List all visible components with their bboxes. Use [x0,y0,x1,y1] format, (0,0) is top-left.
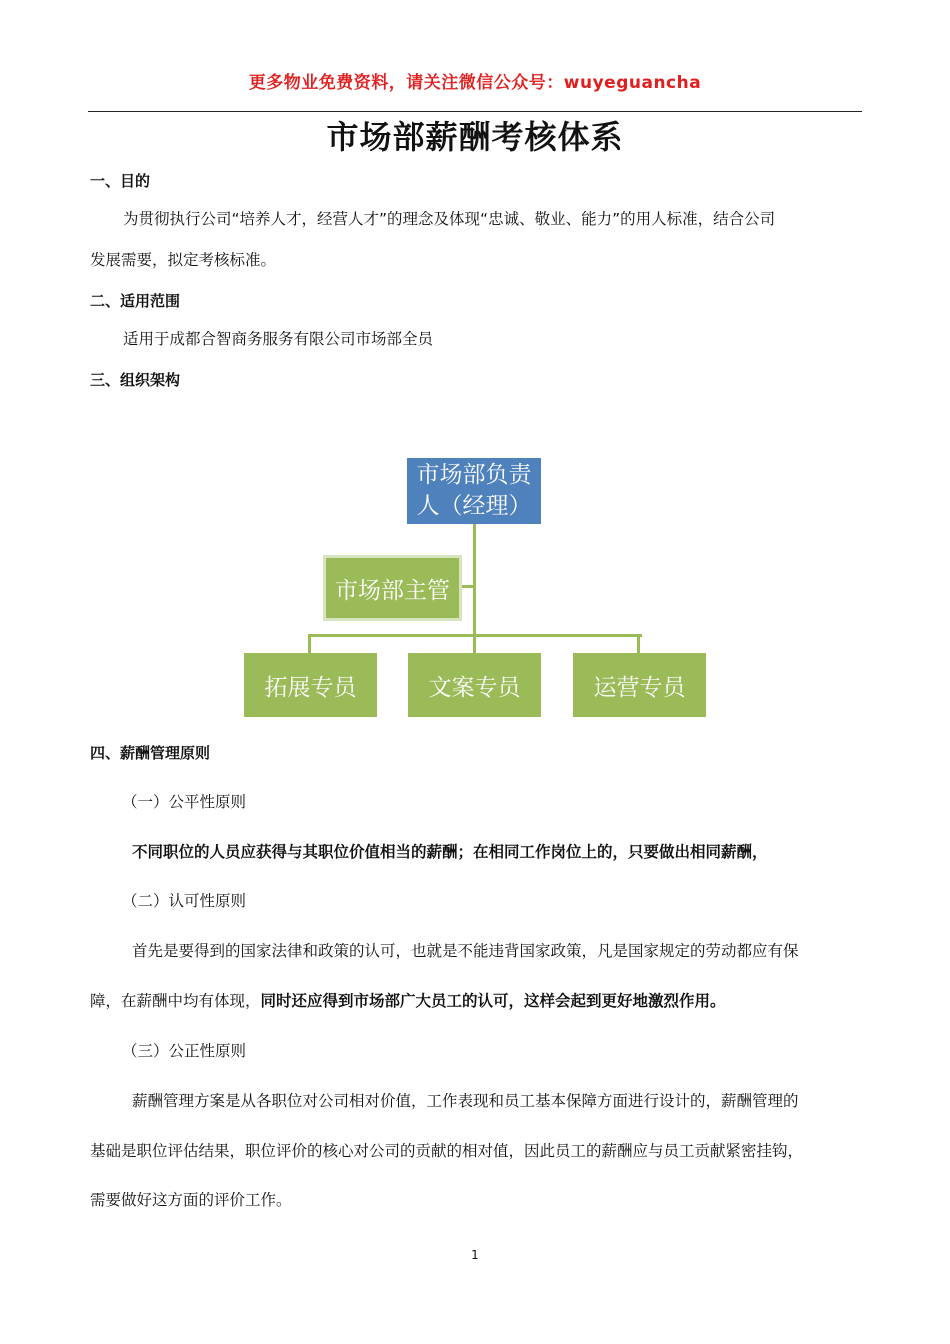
principle-recognition-line2-normal: 障，在薪酬中均有体现， [90,992,261,1010]
purpose-text-line1: 为贯彻执行公司“培养人才，经营人才”的理念及体现“忠诚、敬业、能力”的用人标准，结合公司 [123,210,776,228]
principle-fairness-text: 不同职位的人员应获得与其职位价值相当的薪酬；在相同工作岗位上的，只要做出相同薪酬， [132,843,768,861]
org-connector-staff-3 [637,634,640,653]
principle-fairness-title: （一）公平性原则 [122,793,247,811]
org-connector-staff-2 [473,634,476,653]
org-node-manager-line1: 市场部负责 [416,462,532,488]
section-heading-scope: 二、适用范围 [90,292,181,310]
page-number: 1 [471,1248,479,1262]
principle-recognition-line1: 首先是要得到的国家法律和政策的认可，也就是不能违背国家政策，凡是国家规定的劳动都应有保 [132,942,799,960]
org-node-staff-operations: 运营专员 [573,653,706,717]
header-note: 更多物业免费资料，请关注微信公众号：wuyeguancha [248,73,702,93]
scope-text: 适用于成都合智商务服务有限公司市场部全员 [123,330,434,348]
principle-recognition-line2-bold: 同时还应得到市场部广大员工的认可，这样会起到更好地激烈作用。 [260,992,726,1010]
principle-recognition-line2 [90,991,726,1011]
section-heading-principles: 四、薪酬管理原则 [90,744,211,762]
principle-justice-title: （三）公正性原则 [122,1042,247,1060]
document-title: 市场部薪酬考核体系 [326,118,624,156]
org-node-manager [407,458,541,524]
org-node-staff-copywriting: 文案专员 [408,653,541,717]
org-connector-supervisor [462,585,474,588]
org-node-manager-line2: 人（经理） [416,493,532,519]
principle-recognition-title: （二）认可性原则 [122,892,247,910]
org-connector-staff-1 [308,634,311,653]
purpose-text-line2: 发展需要，拟定考核标准。 [90,251,277,269]
org-node-supervisor: 市场部主管 [323,555,462,621]
principle-justice-line2: 基础是职位评估结果，职位评价的核心对公司的贡献的相对值，因此员工的薪酬应与员工贡献紧密挂钩， [90,1142,804,1160]
org-connector-vertical [473,524,476,637]
principle-justice-line3: 需要做好这方面的评价工作。 [90,1191,292,1209]
section-heading-org: 三、组织架构 [90,371,181,389]
section-heading-purpose: 一、目的 [90,172,151,190]
principle-justice-line1: 薪酬管理方案是从各职位对公司相对价值，工作表现和员工基本保障方面进行设计的，薪酬管理的 [132,1092,799,1110]
org-node-staff-expansion: 拓展专员 [244,653,377,717]
